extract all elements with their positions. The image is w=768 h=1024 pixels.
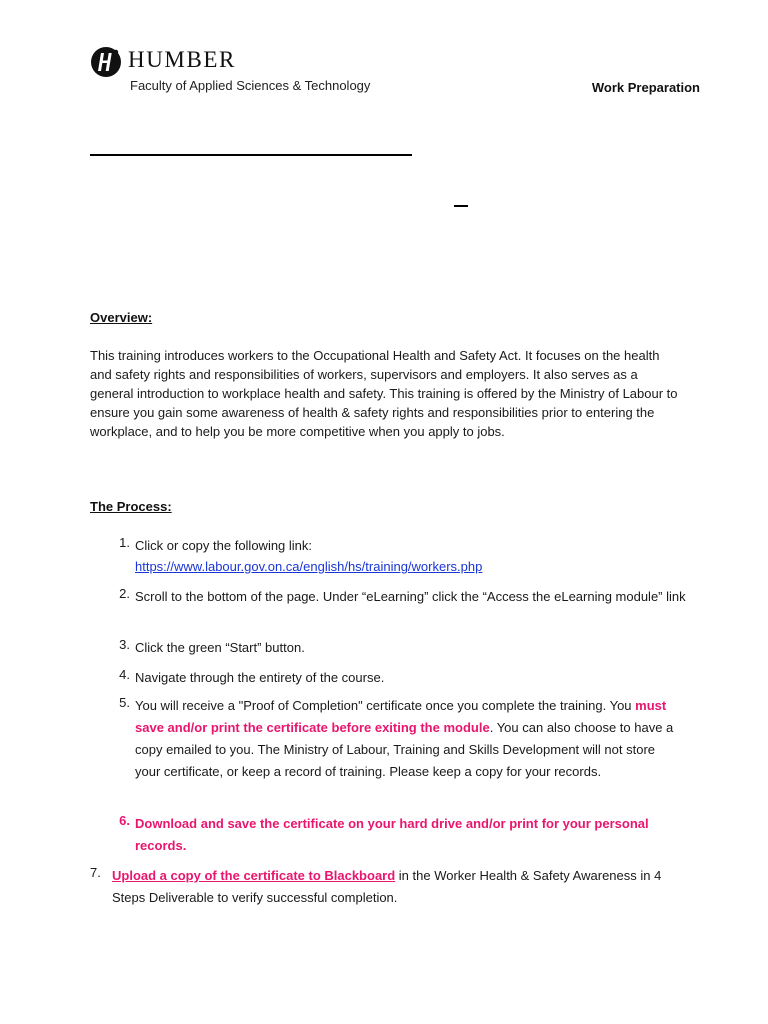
document-category: Work Preparation <box>591 80 700 95</box>
emphasis-text: must save and/or print the certificate before exiting the module <box>135 698 667 735</box>
step-text: Download and save the certificate on your hard drive and/or print for your personal records. <box>135 816 649 853</box>
step-number: 4. <box>119 667 130 682</box>
dash-mark <box>454 205 468 207</box>
step-text: in the Worker Health & Safety Awareness in 4 Steps Deliverable to verify successful completion. <box>112 868 662 905</box>
training-link[interactable]: https://www.labour.gov.on.ca/english/hs/training/workers.php <box>135 559 483 574</box>
overview-paragraph: This training introduces workers to the Occupational Health and Safety Act. It focuses on the health and safety rights and responsibilities of workers, supervisors and employers. It also serves as a general introduction to workplace health and safety. This training is offered by the Ministry of Labour to ensure you gain some awareness of health & safety rights and responsibilities prior to entering the workplace, and to help you be more competitive when you apply to jobs. <box>90 348 678 439</box>
overview-heading: Overview: <box>90 310 153 325</box>
step-text: . You can also choose to have a copy emailed to you. The Ministry of Labour, Training and Skills Development will not store your certificate, or keep a record of training. Please keep a copy for your records. <box>135 720 674 779</box>
step-number: 3. <box>119 637 130 652</box>
title-rule <box>90 154 412 156</box>
step-text: Navigate through the entirety of the course. <box>135 670 385 685</box>
blackboard-upload-link[interactable]: Upload a copy of the certificate to Blackboard <box>112 868 396 883</box>
step-number: 2. <box>119 586 130 601</box>
faculty-name: Faculty of Applied Sciences & Technology <box>130 78 371 93</box>
process-heading: The Process: <box>90 499 172 514</box>
logo-wordmark: HUMBER <box>128 47 237 72</box>
step-number: 7. <box>90 865 101 880</box>
humber-logo-icon <box>90 46 122 78</box>
step-text: Click or copy the following link: <box>135 538 313 553</box>
humber-logo <box>90 44 390 94</box>
step-number: 1. <box>119 535 130 550</box>
step-number: 6. <box>119 813 130 828</box>
step-text: Click the green “Start” button. <box>135 640 305 655</box>
step-text: Scroll to the bottom of the page. Under “eLearning” click the “Access the eLearning module” link <box>135 589 686 604</box>
step-text: You will receive a "Proof of Completion" certificate once you complete the training. You <box>135 698 636 713</box>
step-number: 5. <box>119 695 130 710</box>
